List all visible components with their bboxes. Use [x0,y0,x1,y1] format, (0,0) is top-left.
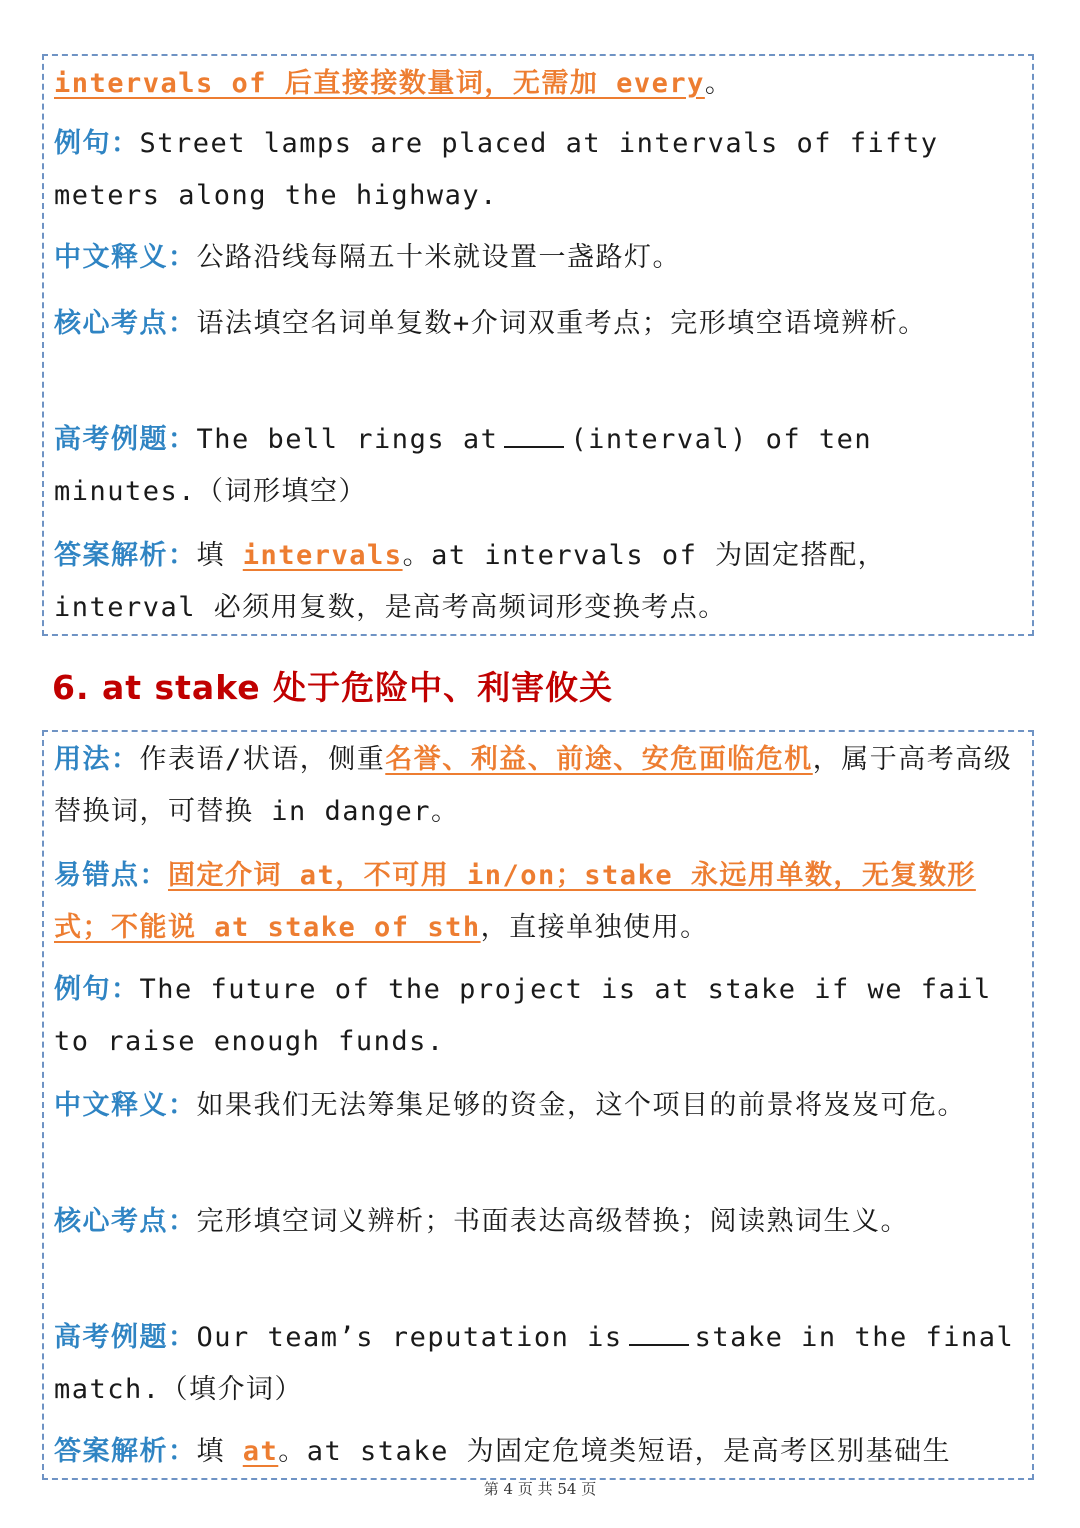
exam-text-post: stake in the final match.（填介词） [54,1322,1015,1405]
chinese-meaning [54,232,1020,284]
exam-text-post: (interval) of ten minutes.（词形填空） [54,424,873,507]
exam-question [54,414,1020,518]
example-sentence [54,118,1020,222]
card-at-stake [42,730,1034,1480]
answer-highlight: at [242,1436,279,1467]
punct: 。 [704,68,734,99]
label-meaning: 中文释义： [54,242,197,273]
core-text: 完形填空词义辨析；书面表达高级替换；阅读熟词生义。 [196,1206,909,1237]
answer-post: 。at intervals of 为固定搭配，interval 必须用复数，是高考高频词形变换考点。 [54,540,887,623]
usage-post: ，属于高考高级替换词，可替换 in danger。 [54,744,1013,827]
usage-pre: 作表语/状语，侧重 [139,744,386,775]
answer-analysis [54,530,1020,634]
label-exam: 高考例题： [54,424,197,455]
label-errors: 易错点： [54,860,168,891]
exam-text-pre: Our team’s reputation is [196,1322,623,1353]
label-core: 核心考点： [54,1206,197,1237]
exam-question [54,1312,1020,1416]
example-text: Street lamps are placed at intervals of fifty meters along the highway. [54,128,939,211]
label-answer: 答案解析： [54,1436,197,1467]
label-meaning: 中文释义： [54,1090,197,1121]
common-errors [54,850,1020,954]
exam-text-pre: The bell rings at [196,424,499,455]
answer-post: 。at stake 为固定危境类短语，是高考区别基础生 [278,1436,952,1467]
errors-post: ，直接单独使用。 [480,912,709,943]
card-intervals [42,54,1034,636]
example-text: The future of the project is at stake if we fail to raise enough funds. [54,974,992,1057]
page-number: 第 4 页 共 54 页 [483,1480,597,1498]
meaning-text: 如果我们无法筹集足够的资金，这个项目的前景将岌岌可危。 [196,1090,966,1121]
errors-highlight: 固定介词 at，不可用 in/on；stake 永远用单数，无复数形式；不能说 at stake of sth [54,860,976,943]
label-exam: 高考例题： [54,1322,197,1353]
label-example: 例句： [54,974,140,1005]
answer-analysis [54,1426,1020,1478]
label-usage: 用法： [54,744,140,775]
section-heading: 6. at stake 处于危险中、利害攸关 [52,668,614,707]
core-text: 语法填空名词单复数+介词双重考点；完形填空语境辨析。 [196,308,927,339]
answer-pre: 填 [196,540,243,571]
meaning-text: 公路沿线每隔五十米就设置一盏路灯。 [196,242,681,273]
label-answer: 答案解析： [54,540,197,571]
core-point [54,1196,1020,1248]
label-core: 核心考点： [54,308,197,339]
core-point [54,298,1020,350]
answer-highlight: intervals [242,540,403,571]
usage [54,734,1020,838]
highlight-text: intervals of 后直接接数量词，无需加 every [54,68,705,99]
example-sentence [54,964,1020,1068]
continuation-line [54,58,1020,110]
answer-pre: 填 [196,1436,243,1467]
chinese-meaning [54,1080,1020,1132]
answer-blank [504,424,564,448]
usage-highlight: 名誉、利益、前途、安危面临危机 [385,744,813,775]
label-example: 例句： [54,128,140,159]
answer-blank [629,1322,689,1346]
